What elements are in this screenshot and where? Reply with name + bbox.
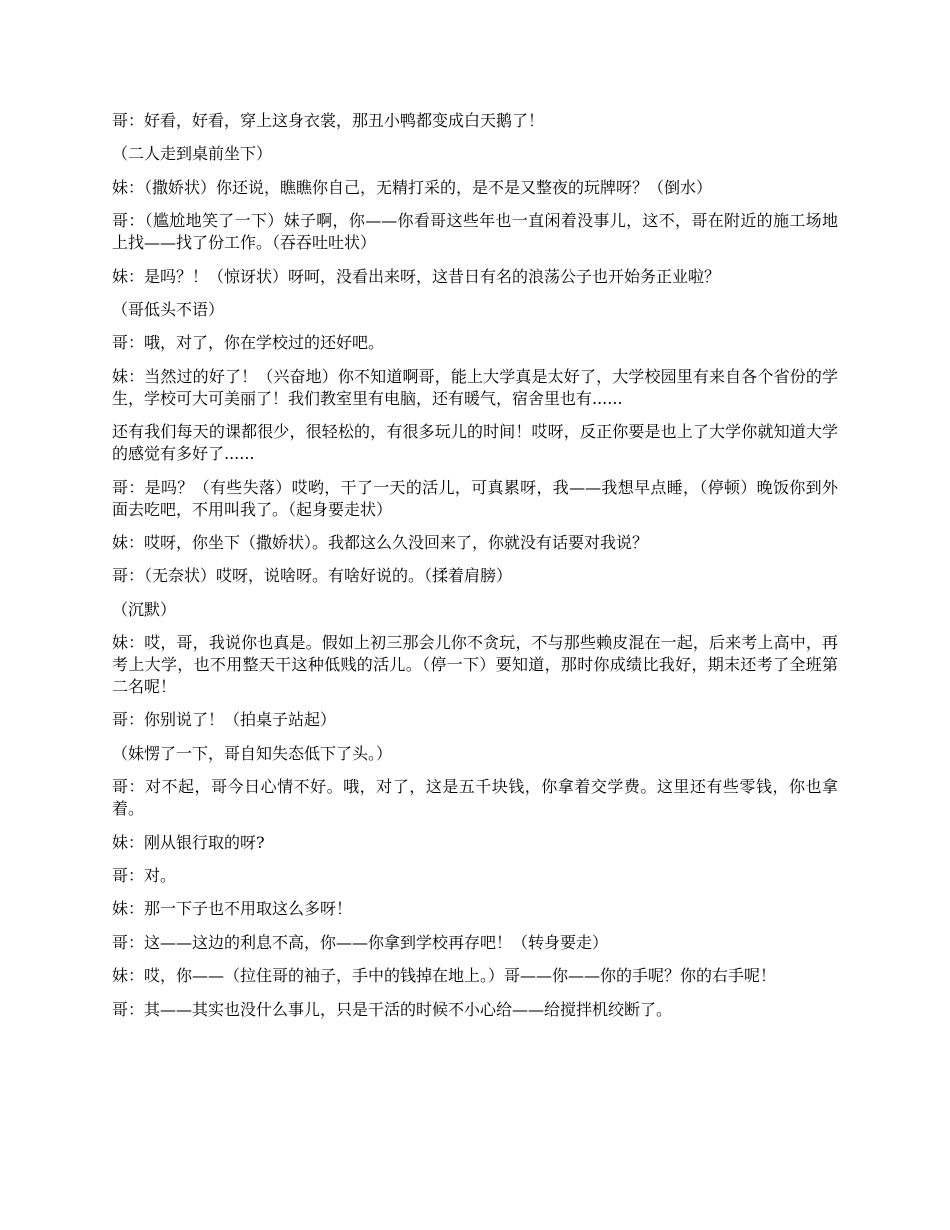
dialogue-line: 妹：哎，你——（拉住哥的袖子，手中的钱掉在地上。）哥——你——你的手呢？你的右手呢！	[112, 966, 777, 986]
dialogue-line: 妹：当然过的好了！（兴奋地）你不知道啊哥，能上大学真是太好了，大学校园里有来自各个省份的学生，学校可大可美丽了！我们教室里有电脑，还有暖气，宿舍里也有......	[112, 366, 838, 408]
dialogue-line: 妹：是吗？！（惊讶状）呀呵，没看出来呀，这昔日有名的浪荡公子也开始务正业啦？	[112, 266, 721, 286]
stage-direction: （二人走到桌前坐下）	[112, 144, 273, 164]
stage-direction: （妹愣了一下，哥自知失态低下了头。）	[112, 743, 393, 763]
dialogue-line: 妹：（撒娇状）你还说，瞧瞧你自己，无精打采的，是不是又整夜的玩牌呀？（倒水）	[112, 177, 713, 197]
document-body	[112, 110, 838, 1032]
dialogue-line: 哥：是吗？（有些失落）哎哟，干了一天的活儿，可真累呀，我——我想早点睡，（停顿）晚饭你到外面去吃吧，不用叫我了。（起身要走状）	[112, 477, 838, 519]
dialogue-line: 哥：哦，对了，你在学校过的还好吧。	[112, 333, 385, 353]
dialogue-line: 哥：其——其实也没什么事儿，只是干活的时候不小心给——给搅拌机绞断了。	[112, 999, 673, 1019]
dialogue-line: 哥：好看，好看，穿上这身衣裳，那丑小鸭都变成白天鹅了！	[112, 111, 545, 130]
dialogue-line: 哥：对不起，哥今日心情不好。哦，对了，这是五千块钱，你拿着交学费。这里还有些零钱，你也拿着。	[112, 777, 838, 819]
dialogue-line: 妹：哎呀，你坐下（撒娇状）。我都这么久没回来了，你就没有话要对我说？	[112, 532, 649, 552]
stage-direction: （沉默）	[112, 599, 177, 619]
dialogue-line: 妹：刚从银行取的呀?	[112, 832, 265, 852]
dialogue-line: 哥：你别说了！（拍桌子站起）	[112, 710, 337, 730]
stage-direction: （哥低头不语）	[112, 299, 225, 319]
dialogue-line: 哥：（尴尬地笑了一下）妹子啊，你——你看哥这些年也一直闲着没事儿，这不，哥在附近的施工场地上找——找了份工作。（吞吞吐吐状）	[112, 211, 838, 253]
dialogue-line: 哥：对。	[112, 866, 177, 886]
dialogue-line: 还有我们每天的课都很少，很轻松的，有很多玩儿的时间！哎呀，反正你要是也上了大学你就知道大学的感觉有多好了......	[112, 422, 838, 464]
dialogue-line: 哥：这——这边的利息不高，你——你拿到学校再存吧！（转身要走）	[112, 932, 609, 952]
dialogue-line: 妹：哎，哥，我说你也真是。假如上初三那会儿你不贪玩，不与那些赖皮混在一起，后来考上高中，再考上大学，也不用整天干这种低贱的活儿。（停一下）要知道，那时你成绩比我好，期末还考了全班第二名呢！	[112, 633, 838, 697]
dialogue-line: 哥：（无奈状）哎呀，说啥呀。有啥好说的。（揉着肩膀）	[112, 566, 513, 586]
dialogue-line: 妹：那一下子也不用取这么多呀！	[112, 899, 353, 919]
